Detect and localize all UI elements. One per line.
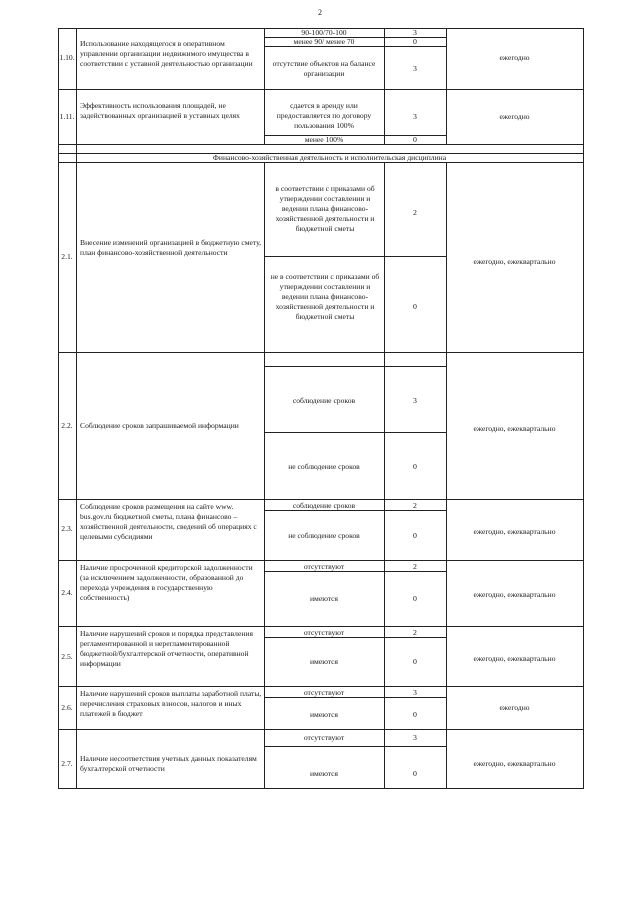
criterion-text: имеются [309, 657, 339, 666]
row-number: 1.11. [59, 112, 75, 121]
criterion-text: не соблюдение сроков [288, 531, 360, 540]
section-header: Финансово-хозяйственная деятельность и исполнительская дисциплина [212, 153, 447, 162]
row-number: 2.6. [61, 703, 73, 712]
indicator-text: Наличие несоответствия учетных данных показателям бухгалтерской отчетности [80, 754, 257, 773]
criterion-score: 3 [413, 688, 417, 697]
period-text: ежегодно, ежеквартально [473, 759, 556, 768]
criterion-text: имеются [309, 769, 339, 778]
criterion-score: 3 [413, 28, 417, 37]
indicator-text: Внесение изменений организацией в бюджетную смету, план финансово-хозяйственной деятельности [80, 238, 262, 257]
indicator-text: Наличие просроченной кредиторской задолженности (за исключением задолженности, образованной до перехода учреждения в государственную собственность) [80, 563, 253, 602]
criterion-text: соблюдение сроков [292, 501, 356, 510]
criterion-score: 0 [413, 462, 417, 471]
period-text: ежегодно, ежеквартально [473, 257, 556, 266]
criterion-score: 3 [413, 64, 417, 73]
criterion-score: 0 [413, 531, 417, 540]
criterion-text: не в соответствии с приказами об утверждении составлении и ведении плана финансово-хозяйственной деятельности и бюджетной сметы [270, 272, 380, 321]
criterion-text: соблюдение сроков [292, 396, 356, 405]
period-text: ежегодно [499, 112, 530, 121]
criterion-score: 0 [413, 594, 417, 603]
criterion-score: 0 [413, 657, 417, 666]
criterion-score: 2 [413, 562, 417, 571]
criterion-score: 0 [413, 135, 417, 144]
criterion-score: 2 [413, 208, 417, 217]
indicator-text: Соблюдение сроков размещения на сайте www. bus.gov.ru бюджетной сметы, плана финансово – хозяйственной деятельности, сведений об операциях с целевыми субсидиями [80, 502, 257, 541]
indicator-text: Соблюдение сроков запрашиваемой информации [80, 421, 239, 430]
row-number: 2.1. [61, 252, 73, 261]
period-text: ежегодно, ежеквартально [473, 424, 556, 433]
criterion-score: 2 [413, 501, 417, 510]
row-number: 2.7. [61, 759, 73, 768]
criterion-text: отсутствие объектов на балансе организации [272, 59, 376, 78]
criterion-text: отсутствуют [303, 688, 345, 697]
criterion-score: 0 [413, 302, 417, 311]
criterion-score: 3 [413, 733, 417, 742]
criterion-score: 3 [413, 112, 417, 121]
criterion-score: 0 [413, 37, 417, 46]
criterion-text: сдается в аренду или предоставляется по договору пользования 100% [276, 101, 372, 130]
criterion-score: 0 [413, 710, 417, 719]
period-text: ежегодно [499, 703, 530, 712]
page-number: 2 [318, 8, 322, 17]
indicator-text: Наличие нарушений сроков и порядка представления регламентированной и нерегламентированной бюджетной/бухгалтерской отчетности, оперативной информации [80, 629, 253, 668]
criterion-score: 3 [413, 396, 417, 405]
criterion-text: не соблюдение сроков [288, 462, 360, 471]
indicator-text: Наличие нарушений сроков выплаты заработной платы, перечисления страховых взносов, налогов и иных платежей в бюджет [80, 689, 262, 718]
criterion-text: имеются [309, 594, 339, 603]
criterion-text: 90-100/70-100 [301, 28, 347, 37]
row-number: 2.3. [61, 524, 73, 533]
criterion-text: отсутствуют [303, 733, 345, 742]
period-text: ежегодно, ежеквартально [473, 590, 556, 599]
indicator-text: Эффективность использования площадей, не задействованных организацией в уставных целях [80, 101, 240, 120]
criterion-text: в соответствии с приказами об утверждении составлении и ведении плана финансово-хозяйственной деятельности и бюджетной сметы [275, 184, 375, 233]
criterion-text: имеются [309, 710, 339, 719]
row-number: 1.10. [59, 53, 75, 62]
period-text: ежегодно, ежеквартально [473, 527, 556, 536]
criterion-text: менее 100% [304, 135, 344, 144]
criterion-score: 0 [413, 769, 417, 778]
row-number: 2.5. [61, 652, 73, 661]
row-number: 2.4. [61, 588, 73, 597]
indicator-text: Использование находящегося в оперативном управлении организации недвижимого имущества в соответствии с уставной деятельностью организации [80, 39, 253, 68]
period-text: ежегодно [499, 53, 530, 62]
period-text: ежегодно, ежеквартально [473, 654, 556, 663]
row-number: 2.2. [61, 421, 73, 430]
criterion-text: отсутствуют [303, 628, 345, 637]
criterion-score: 2 [413, 628, 417, 637]
criteria-table [58, 28, 584, 788]
criterion-text: менее 90/ менее 70 [293, 37, 355, 46]
criterion-text: отсутствуют [303, 562, 345, 571]
